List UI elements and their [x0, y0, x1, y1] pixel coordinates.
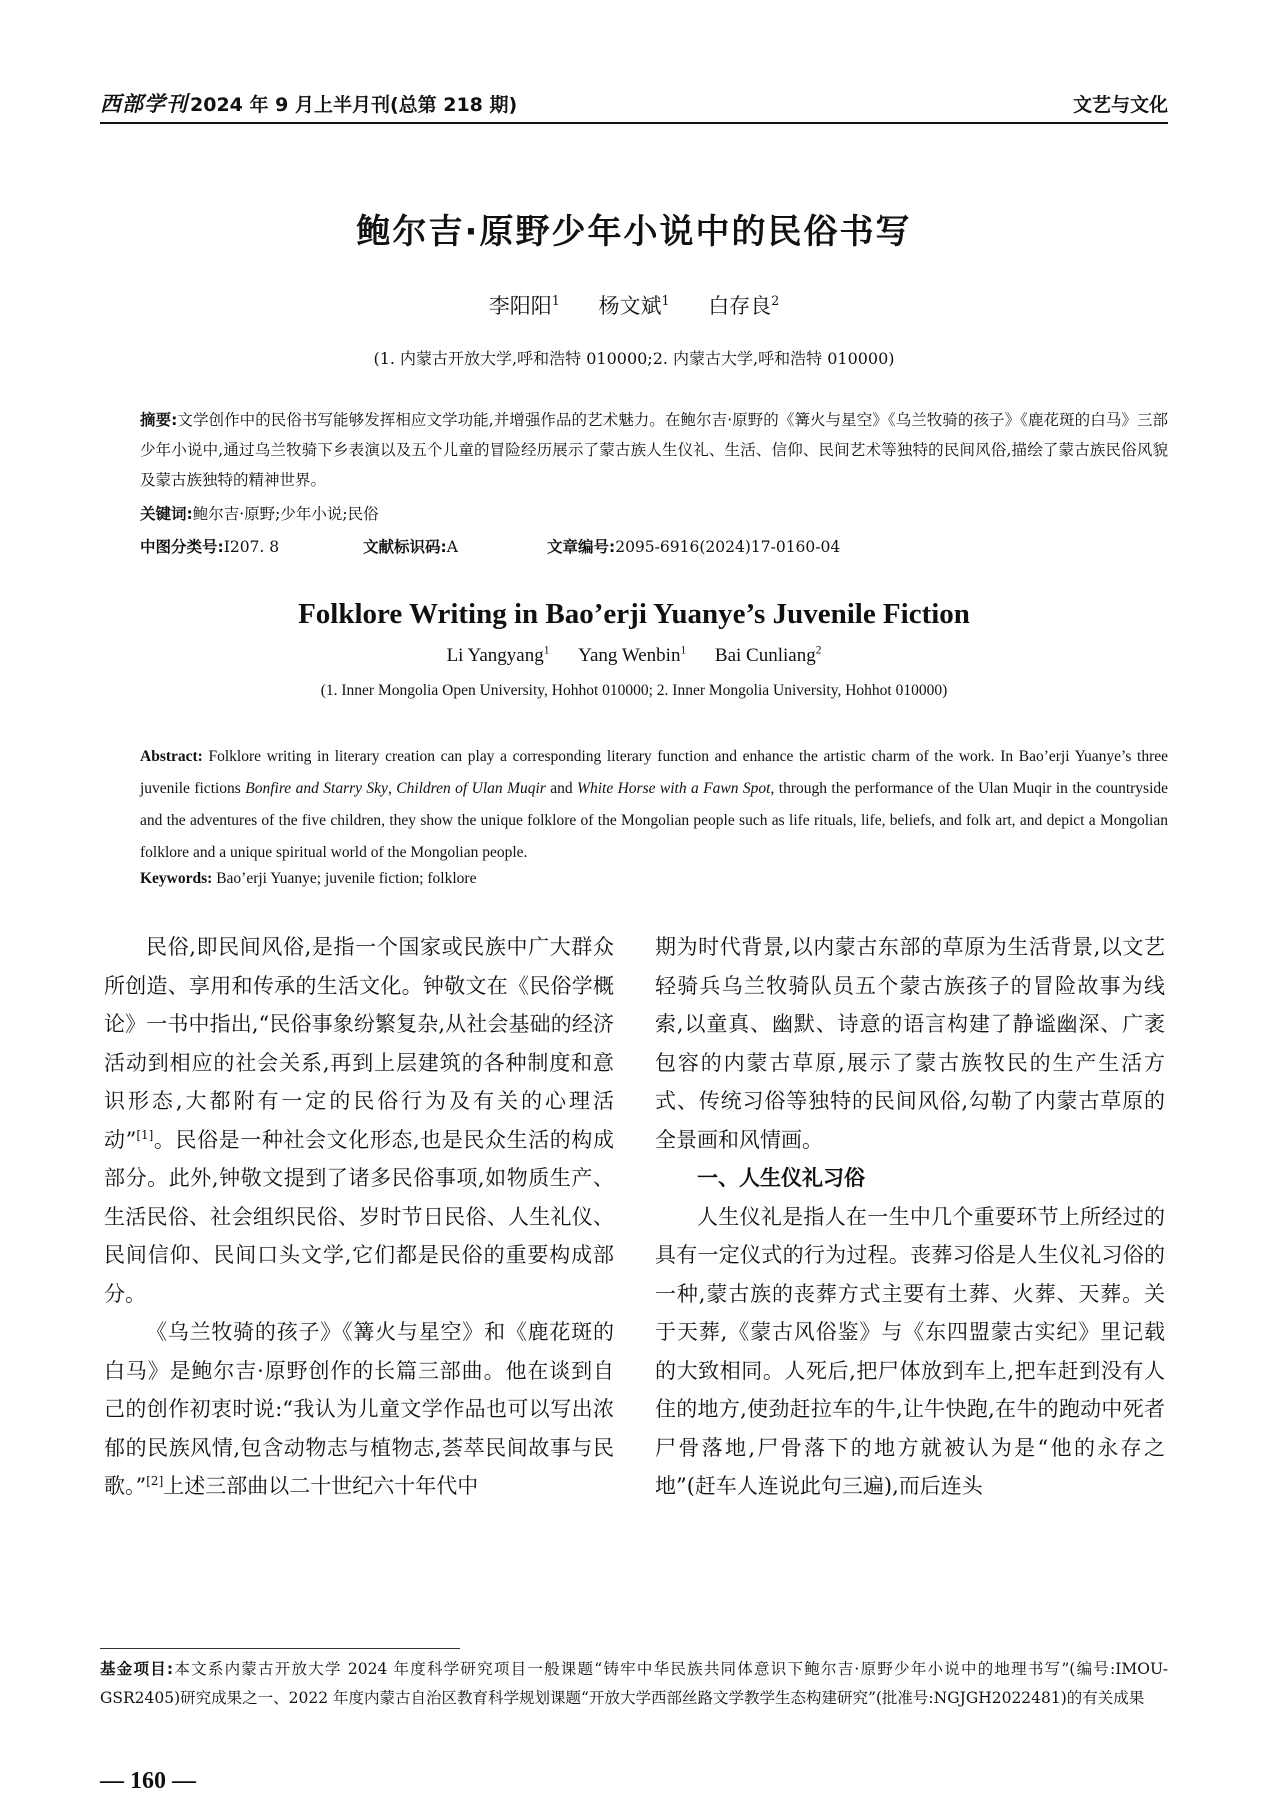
page-number: — 160 — [100, 1768, 196, 1794]
author: Yang Wenbin$^1$ [578, 644, 687, 666]
footnote-rule [100, 1648, 460, 1649]
affiliations-chinese: (1. 内蒙古开放大学,呼和浩特 010000;2. 内蒙古大学,呼和浩特 010000) [373, 349, 895, 368]
keywords-english: Keywords: Bao’erji Yuanye; juvenile fiction; folklore [140, 870, 477, 887]
book-title: White Horse with a Fawn Spot [577, 780, 771, 797]
article-number: 文章编号:2095-6916(2024)17-0160-04 [547, 538, 841, 556]
author: Bai Cunliang$^2$ [714, 644, 822, 666]
issue-info: 2024 年 9 月上半月刊(总第 218 期) [190, 94, 518, 116]
book-title: Children of Ulan Muqir [396, 780, 546, 797]
affiliations-english: (1. Inner Mongolia Open University, Hohhot 010000; 2. Inner Mongolia University, Hohhot 010000) [320, 682, 948, 699]
title-chinese: 鲍尔吉·原野少年小说中的民俗书写 [356, 212, 912, 252]
funding-footnote: 基金项目:本文系内蒙古开放大学 2024 年度科学研究项目一般课题“铸牢中华民族共同体意识下鲍尔吉·原野少年小说中的地理书写”(编号:IMOU-GSR2405)研究成果之一、2022 年度内蒙古自治区教育科学规划课题“开放大学西部丝路文学教学生态构建研究”(批准号:NGJGH2022481)的有关成果 [100, 1660, 1169, 1707]
abstract-label: Abstract: [140, 748, 203, 765]
running-header [100, 82, 1168, 124]
author: 李阳阳$^1$ [488, 293, 560, 318]
section-heading: 一、人生仪礼习俗 [697, 1166, 865, 1190]
body-column-right [655, 928, 1165, 1506]
book-title: Bonfire and Starry Sky [245, 780, 388, 797]
paragraph: 民俗,即民间风俗,是指一个国家或民族中广大群众所创造、享用和传承的生活文化。钟敬文在《民俗学概论》一书中指出,“民俗事象纷繁复杂,从社会基础的经济活动到相应的社会关系,再到上层建筑的各种制度和意识形态,大都附有一定的民俗行为及有关的心理活动”[1]。民俗是一种社会文化形态,也是民众生活的构成部分。此外,钟敬文提到了诸多民俗事项,如物质生产、生活民俗、社会组织民俗、岁时节日民俗、人生礼仪、民间信仰、民间口头文学,它们都是民俗的重要构成部分。 [104, 935, 614, 1306]
abstract-chinese [140, 405, 1168, 495]
author: Li Yangyang$^1$ [446, 644, 550, 666]
abstract-english: Abstract: Folklore writing in literary creation can play a corresponding literary function and enhance the artistic charm of the work. In Bao’erji Yuanye’s three juvenile fictions Bonfire and Starry Sky, Children of Ulan Muqir and White Horse with a Fawn Spot, through the performance of the Ulan Muqir in the countryside and the adventures of the five children, they show the unique folklore of the Mongolian people such as life rituals, life, beliefs, and folk art, and depict a Mongolian folklore and a unique spiritual world of the Mongolian people. [140, 748, 1169, 861]
clc-number: 中图分类号:I207. 8 [140, 538, 280, 556]
paragraph: 人生仪礼是指人在一生中几个重要环节上所经过的具有一定仪式的行为过程。丧葬习俗是人生仪礼习俗的一种,蒙古族的丧葬方式主要有土葬、火葬、天葬。关于天葬,《蒙古风俗鉴》与《东四盟蒙古实纪》里记载的大致相同。人死后,把尸体放到车上,把车赶到没有人住的地方,使劲赶拉车的牛,让牛快跑,在牛的跑动中死者尸骨落地,尸骨落下的地方就被认为是“他的永存之地”(赶车人连说此句三遍),而后连头 [655, 1204, 1165, 1498]
journal-logo: 西部学刊 [100, 91, 188, 116]
author: 杨文斌$^1$ [598, 293, 670, 318]
abstract-label: 摘要: [140, 411, 178, 429]
document-code: 文献标识码:A [363, 538, 458, 556]
title-english: Folklore Writing in Bao’erji Yuanye’s Juvenile Fiction [298, 598, 970, 630]
keywords-chinese: 关键词:鲍尔吉·原野;少年小说;民俗 [140, 505, 379, 523]
citation: [2] [146, 1474, 164, 1488]
abstract-text: 文学创作中的民俗书写能够发挥相应文学功能,并增强作品的艺术魅力。在鲍尔吉·原野的《篝火与星空》《乌兰牧骑的孩子》《鹿花斑的白马》三部少年小说中,通过乌兰牧骑下乡表演以及五个儿童的冒险经历展示了蒙古族人生仪礼、生活、信仰、民间艺术等独特的民间风俗,描绘了蒙古族民俗风貌及蒙古族独特的精神世界。 [140, 411, 1169, 489]
paragraph: 期为时代背景,以内蒙古东部的草原为生活背景,以文艺轻骑兵乌兰牧骑队员五个蒙古族孩子的冒险故事为线索,以童真、幽默、诗意的语言构建了静谧幽深、广袤包容的内蒙古草原,展示了蒙古族牧民的生产生活方式、传统习俗等独特的民间风俗,勾勒了内蒙古草原的全景画和风情画。 [655, 935, 1165, 1152]
section-name: 文艺与文化 [1072, 94, 1168, 116]
paragraph: 《乌兰牧骑的孩子》《篝火与星空》和《鹿花斑的白马》是鲍尔吉·原野创作的长篇三部曲。他在谈到自己的创作初衷时说:“我认为儿童文学作品也可以写出浓郁的民族风情,包含动物志与植物志,荟萃民间故事与民歌。”[2]上述三部曲以二十世纪六十年代中 [104, 1320, 614, 1498]
author: 白存良$^2$ [708, 293, 780, 318]
citation: [1] [136, 1127, 154, 1142]
body-column-left [104, 928, 614, 1506]
authors-english [0, 645, 1268, 667]
authors-chinese [0, 290, 1268, 320]
